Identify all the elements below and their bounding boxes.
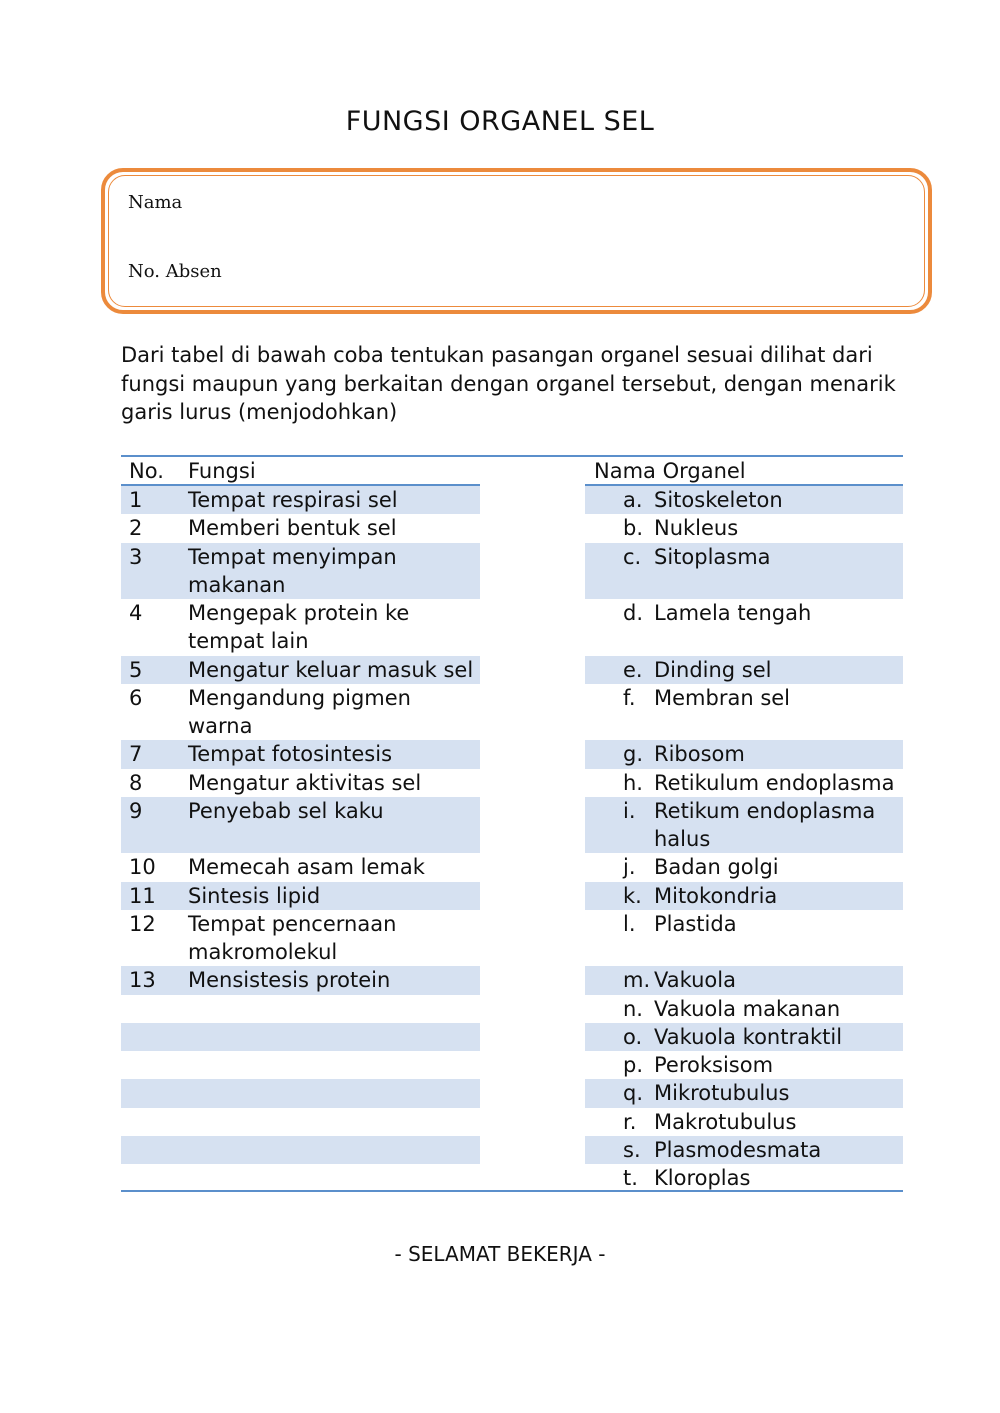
function-text: Mengatur aktivitas sel [188, 770, 422, 795]
organelle-row [585, 1079, 903, 1107]
organelle-letter: d. [623, 601, 644, 625]
function-row [121, 599, 480, 656]
organelle-name: Kloroplas [654, 1166, 751, 1190]
student-id-box [101, 168, 932, 314]
organelle-letter: b. [623, 516, 644, 541]
instruction-text: Dari tabel di bawah coba tentukan pasangan organel sesuai dilihat dari fungsi maupun yang berkaitan dengan organel tersebut, dengan menarik garis lurus (menjodohkan) [121, 343, 896, 424]
organelle-name: Membran sel [654, 685, 791, 710]
organelle-letter: q. [623, 1081, 644, 1106]
organelle-letter: s. [623, 1137, 641, 1162]
organelle-row [585, 684, 903, 741]
function-text: Mensistesis protein [188, 968, 391, 993]
organelle-name: Lamela tengah [654, 601, 812, 625]
organelle-letter: h. [623, 770, 643, 795]
function-row [121, 797, 480, 854]
organelle-row [585, 1164, 903, 1192]
function-row [121, 543, 480, 600]
function-text: Tempat pencernaan makromolekul [188, 911, 397, 964]
organelle-letter: n. [623, 996, 643, 1021]
absen-label: No. Absen [128, 261, 222, 282]
function-number: 1 [129, 488, 143, 512]
organelle-row [585, 769, 903, 797]
function-number: 10 [129, 855, 156, 880]
organelle-name: Badan golgi [654, 855, 779, 880]
organelle-row [585, 882, 903, 910]
function-row [121, 656, 480, 684]
organelle-row [585, 1136, 903, 1164]
function-number: 6 [129, 685, 143, 710]
organelle-row [585, 853, 903, 881]
organelle-letter: j. [623, 855, 636, 880]
function-number: 4 [129, 601, 143, 625]
organelle-row [585, 1108, 903, 1136]
function-row [121, 740, 480, 768]
function-row [121, 910, 480, 967]
organelle-row [585, 486, 903, 514]
organelle-row [585, 543, 903, 600]
organelle-name: Sitoplasma [654, 544, 771, 569]
function-row [121, 514, 480, 542]
function-row [121, 1051, 480, 1079]
header-fungsi: Fungsi [188, 459, 256, 483]
organelle-letter: f. [623, 685, 636, 710]
organelle-row [585, 910, 903, 967]
function-row [121, 1108, 480, 1136]
function-row [121, 966, 480, 994]
function-number: 13 [129, 968, 156, 993]
organelle-row [585, 514, 903, 542]
organelle-letter: r. [623, 1109, 637, 1134]
footer-text: - SELAMAT BEKERJA - [394, 1242, 606, 1266]
function-text: Mengandung pigmen warna [188, 685, 411, 738]
organelle-row [585, 1023, 903, 1051]
organelle-name: Vakuola makanan [654, 996, 841, 1021]
organelle-row [585, 599, 903, 656]
function-row [121, 684, 480, 741]
function-row [121, 1079, 480, 1107]
function-number: 5 [129, 657, 143, 682]
organelle-row [585, 740, 903, 768]
organelle-name: Retikulum endoplasma [654, 770, 895, 795]
organelle-name: Sitoskeleton [654, 488, 783, 512]
organelle-name: Ribosom [654, 742, 745, 767]
id-box-inner-border [108, 175, 925, 307]
matching-table [121, 455, 903, 1192]
organelle-name: Peroksisom [654, 1053, 774, 1077]
organelle-row [585, 966, 903, 994]
header-organel: Nama Organel [594, 459, 746, 483]
function-row [121, 486, 480, 514]
function-text: Penyebab sel kaku [188, 798, 384, 823]
page-title: FUNGSI ORGANEL SEL [345, 106, 655, 137]
organelle-name: Plastida [654, 911, 737, 936]
function-number: 3 [129, 544, 143, 569]
function-row [121, 1164, 480, 1192]
organelle-row [585, 656, 903, 684]
organelle-letter: i. [623, 798, 636, 823]
organelle-letter: a. [623, 488, 643, 512]
nama-label: Nama [128, 192, 183, 213]
function-text: Tempat respirasi sel [188, 488, 398, 512]
organelle-name: Plasmodesmata [654, 1137, 822, 1162]
organelle-name: Vakuola kontraktil [654, 1024, 843, 1049]
organelle-letter: g. [623, 742, 644, 767]
organelle-letter: m. [623, 968, 651, 993]
function-number: 12 [129, 911, 156, 936]
organelle-letter: k. [623, 883, 642, 908]
function-row [121, 769, 480, 797]
function-number: 8 [129, 770, 143, 795]
organelle-row [585, 1051, 903, 1079]
organelle-name: Dinding sel [654, 657, 772, 682]
organelle-letter: o. [623, 1024, 643, 1049]
function-text: Tempat menyimpan makanan [188, 544, 397, 597]
organelle-letter: e. [623, 657, 643, 682]
organelle-letter: p. [623, 1053, 644, 1077]
function-number: 7 [129, 742, 143, 767]
organelle-letter: c. [623, 544, 642, 569]
function-text: Mengepak protein ke tempat lain [188, 601, 410, 653]
organelle-name: Mitokondria [654, 883, 778, 908]
function-row [121, 853, 480, 881]
function-text: Memberi bentuk sel [188, 516, 397, 541]
function-row [121, 1023, 480, 1051]
organelle-row [585, 995, 903, 1023]
organelle-row [585, 797, 903, 854]
function-number: 9 [129, 798, 143, 823]
function-text: Sintesis lipid [188, 883, 321, 908]
organelle-name: Retikum endoplasma halus [654, 798, 876, 851]
organelle-name: Nukleus [654, 516, 739, 541]
function-number: 2 [129, 516, 143, 541]
function-row [121, 995, 480, 1023]
function-row [121, 882, 480, 910]
function-text: Mengatur keluar masuk sel [188, 657, 474, 682]
organelle-name: Vakuola [654, 968, 736, 993]
function-text: Tempat fotosintesis [188, 742, 393, 767]
header-no: No. [129, 459, 164, 483]
function-text: Memecah asam lemak [188, 855, 425, 880]
organelle-letter: t. [623, 1166, 638, 1190]
function-number: 11 [129, 883, 156, 908]
organelle-letter: l. [623, 911, 636, 936]
organelle-name: Makrotubulus [654, 1109, 797, 1134]
function-row [121, 1136, 480, 1164]
organelle-name: Mikrotubulus [654, 1081, 790, 1106]
